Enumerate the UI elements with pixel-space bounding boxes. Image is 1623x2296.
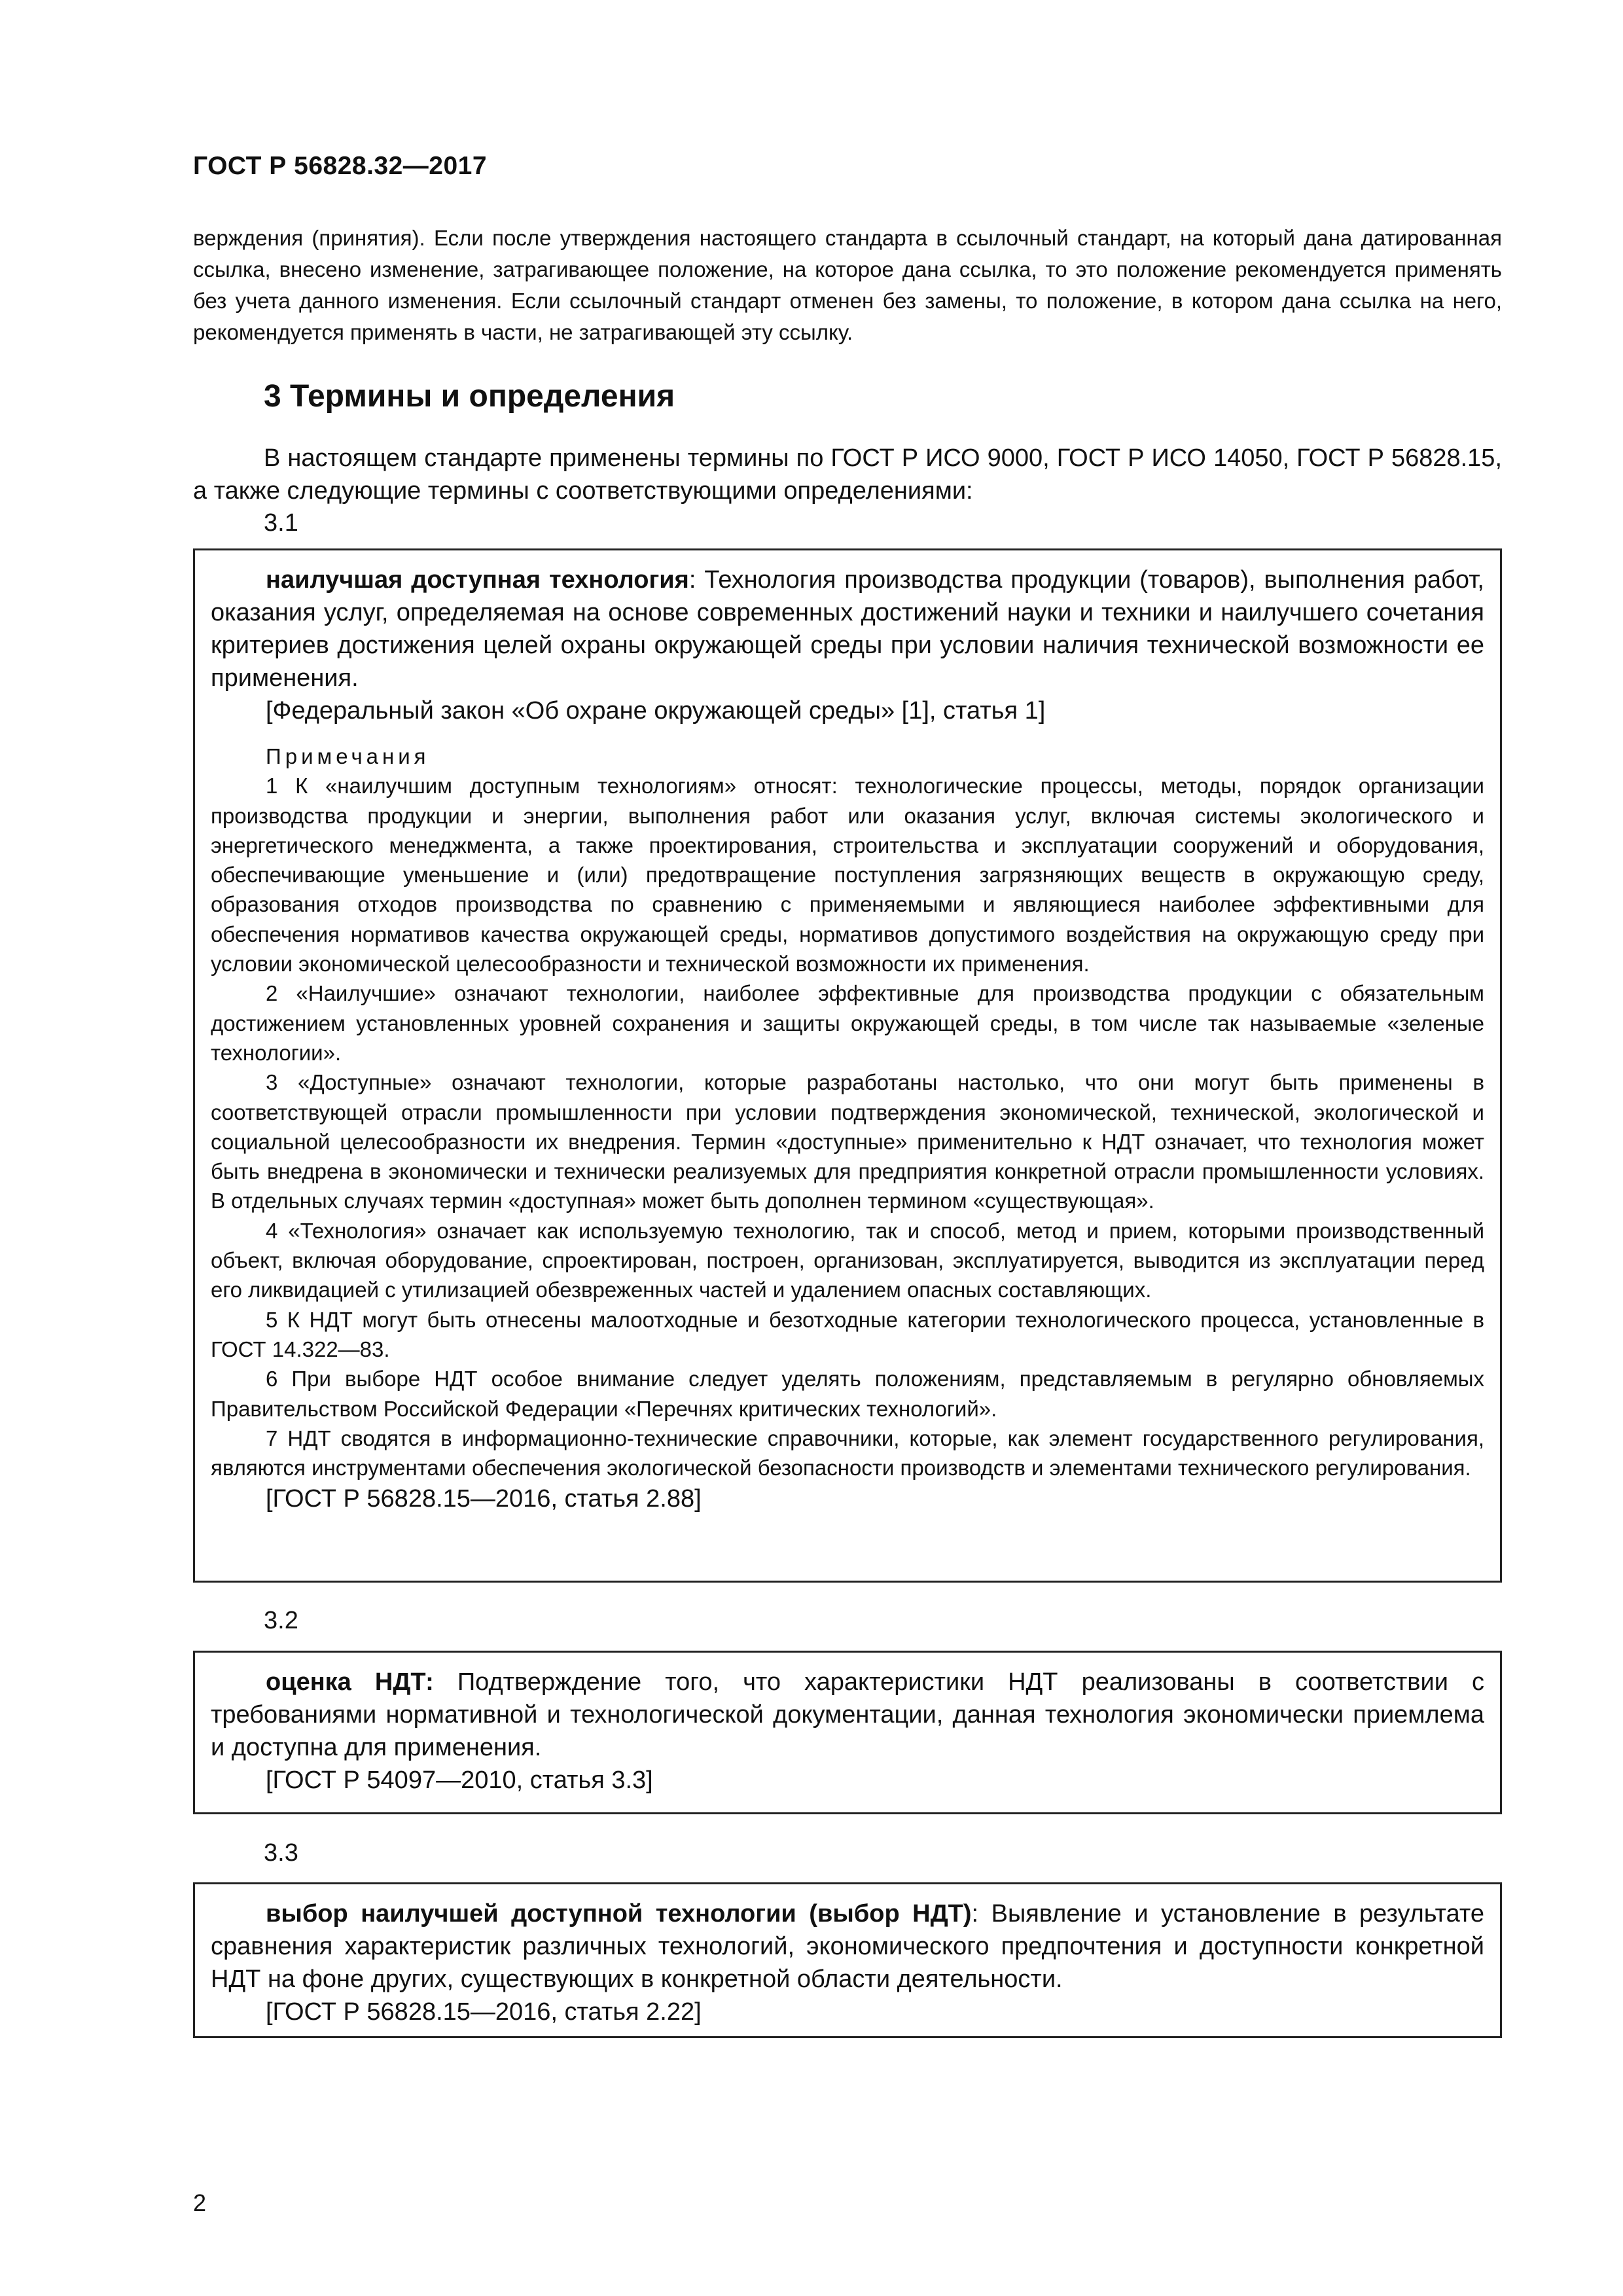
- term-name: наилучшая доступная технология: [266, 566, 689, 594]
- term-definition-text: : Технология производства продукции (товаров), выполнения работ, оказания услуг, определяемая на основе современных достижений науки и техники и наилучшего сочетания критериев достижения целей охраны окружающей среды при условии наличия технической возможности ее применения.: [211, 566, 1484, 692]
- page-number: 2: [193, 2189, 207, 2216]
- term-number: 3.1: [264, 509, 298, 537]
- section-title: 3 Термины и определения: [264, 379, 675, 414]
- term-law-source: [Федеральный закон «Об охране окружающей среды» [1], статья 1]: [266, 697, 1046, 725]
- note-item: 5 К НДТ могут быть отнесены малоотходные и безотходные категории технологического процесса, установленные в ГОСТ 14.322—83.: [211, 1307, 1484, 1361]
- note-item: 4 «Технология» означает как используемую технологию, так и способ, метод и прием, которыми производственный объект, включая оборудование, спроектирован, построен, организован, эксплуатируется, выводится из эксплуатации перед его ликвидацией с утилизацией обезвреженных частей и удалением опасных составляющих.: [211, 1218, 1484, 1302]
- term-definition-text: : Выявление и установление в результате сравнения характеристик различных технологий, экономического предпочтения и доступности конкретной НДТ на фоне других, существующих в конкретной области деятельности.: [211, 1900, 1484, 1993]
- term-box: [193, 1651, 1502, 1814]
- term-box: [193, 1882, 1502, 2038]
- note-item: 2 «Наилучшие» означают технологии, наиболее эффективные для производства продукции с обязательным достижением установленных уровней сохранения и защиты окружающей среды, в том числе так называемые «зеленые технологии».: [211, 981, 1484, 1065]
- term-definition: [211, 1666, 1484, 1764]
- term-notes: [211, 742, 1484, 1482]
- section-intro: В настоящем стандарте применены термины по ГОСТ Р ИСО 9000, ГОСТ Р ИСО 14050, ГОСТ Р 56828.15, а также следующие термины с соответствующими определениями:: [193, 444, 1502, 505]
- term-definition: [211, 1897, 1484, 1996]
- notes-heading: Примечания: [266, 744, 430, 768]
- term-box: [193, 548, 1502, 1583]
- term-number: 3.2: [264, 1607, 298, 1634]
- note-item: 7 НДТ сводятся в информационно-технические справочники, которые, как элемент государственного регулирования, являются инструментами обеспечения экологической безопасности производств и элементами технического регулирования.: [211, 1426, 1484, 1480]
- term-name: оценка НДТ:: [266, 1668, 434, 1696]
- intro-paragraph: верждения (принятия). Если после утверждения настоящего стандарта в ссылочный стандарт, на который дана датированная ссылка, внесено изменение, затрагивающее положение, на которое дана ссылка, то это положение рекомендуется применять без учета данного изменения. Если ссылочный стандарт отменен без замены, то положение, в котором дана ссылка на него, рекомендуется применять в части, не затрагивающей эту ссылку.: [193, 226, 1502, 344]
- term-source: [ГОСТ Р 54097—2010, статья 3.3]: [266, 1767, 653, 1794]
- note-item: 6 При выборе НДТ особое внимание следует уделять положениям, представляемым в регулярно обновляемых Правительством Российской Федерации «Перечнях критических технологий».: [211, 1367, 1484, 1421]
- note-item: 3 «Доступные» означают технологии, которые разработаны настолько, что они могут быть применены в соответствующей отрасли промышленности при условии подтверждения экономической, технической, экологической и социальной целесообразности их внедрения. Термин «доступные» применительно к НДТ означает, что технология может быть внедрена в экономически и технически реализуемых для предприятия конкретной отрасли промышленности условиях. В отдельных случаях термин «доступная» может быть дополнен термином «существующая».: [211, 1070, 1484, 1213]
- term-source: [ГОСТ Р 56828.15—2016, статья 2.22]: [266, 1998, 702, 2026]
- term-number: 3.3: [264, 1839, 298, 1867]
- term-name: выбор наилучшей доступной технологии (выбор НДТ): [266, 1900, 972, 1928]
- term-definition-text: Подтверждение того, что характеристики НДТ реализованы в соответствии с требованиями нормативной и технологической документации, данная технология экономически приемлема и доступна для применения.: [211, 1668, 1484, 1761]
- term-definition: [211, 564, 1484, 694]
- note-item: 1 К «наилучшим доступным технологиям» относят: технологические процессы, методы, порядок организации производства продукции и энергии, выполнения работ или оказания услуг, включая системы экологического и энергетического менеджмента, а также проектирования, строительства и эксплуатации сооружений и оборудования, обеспечивающие уменьшение и (или) предотвращение поступления загрязняющих веществ в окружающую среду, образования отходов производства по сравнению с применяемыми и являющиеся наиболее эффективными для обеспечения нормативов качества окружающей среды, нормативов допустимого воздействия на окружающую среду при условии экономической целесообразности и технической возможности их применения.: [211, 774, 1484, 977]
- document-code-header: ГОСТ Р 56828.32—2017: [193, 152, 488, 180]
- term-source: [ГОСТ Р 56828.15—2016, статья 2.88]: [266, 1485, 702, 1513]
